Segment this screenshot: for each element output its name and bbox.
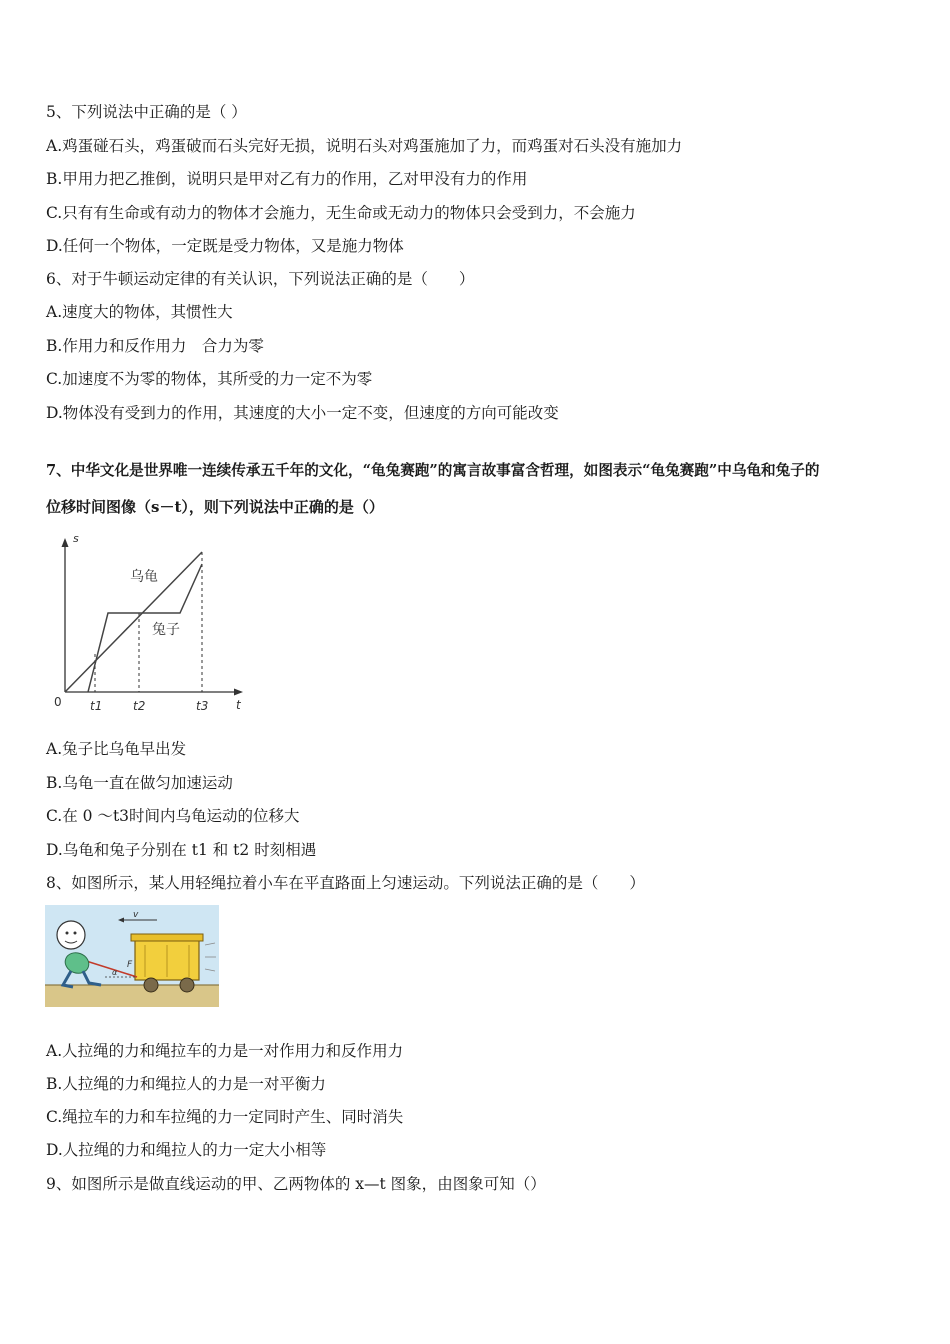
q5-option-a: A.鸡蛋碰石头，鸡蛋破而石头完好无损，说明石头对鸡蛋施加了力，而鸡蛋对石头没有施加力 [46,137,683,155]
q7-option-b: B.乌龟一直在做匀加速运动 [46,774,233,792]
q5-stem: 5、下列说法中正确的是（ ） [46,103,247,121]
q5-option-d: D.任何一个物体，一定既是受力物体，又是施力物体 [46,237,404,255]
q8-option-d: D.人拉绳的力和绳拉人的力一定大小相等 [46,1141,327,1159]
q6-option-d: D.物体没有受到力的作用，其速度的大小一定不变，但速度的方向可能改变 [46,404,559,422]
x-axis-arrow [234,689,243,696]
q8-option-a: A.人拉绳的力和绳拉车的力是一对作用力和反作用力 [46,1042,404,1060]
angle-label: α [112,968,118,977]
q8-cart-figure [45,905,219,1007]
q6-option-b: B.作用力和反作用力 合力为零 [46,337,264,355]
q8-option-c: C.绳拉车的力和车拉绳的力一定同时产生、同时消失 [46,1108,404,1126]
x-axis-label: t [236,698,241,712]
q6-option-a: A.速度大的物体，其惯性大 [46,303,233,321]
force-label: F [127,960,133,970]
person-eye [74,932,77,935]
cart-wheel [144,978,158,992]
q7-option-a: A.兔子比乌龟早出发 [46,740,187,758]
tick-t3: t3 [196,699,209,713]
person-eye [66,932,69,935]
person-head [57,921,85,949]
q7-stem-line1: 7、中华文化是世界唯一连续传承五千年的文化，“龟兔赛跑”的寓言故事富含哲理，如图表示“龟兔赛跑”中乌龟和兔子的 [46,462,820,479]
velocity-label: v [133,910,139,920]
q5-option-c: C.只有有生命或有动力的物体才会施力，无生命或无动力的物体只会受到力，不会施力 [46,204,636,222]
q7-option-d: D.乌龟和兔子分别在 t1 和 t2 时刻相遇 [46,841,317,859]
q7-st-graph [44,528,254,720]
cart-wheel [180,978,194,992]
origin-label: 0 [54,695,62,709]
tick-t2: t2 [133,699,146,713]
q5-option-b: B.甲用力把乙推倒，说明只是甲对乙有力的作用，乙对甲没有力的作用 [46,170,528,188]
y-axis-arrow [62,538,69,547]
tortoise-label: 乌龟 [130,569,158,585]
tick-t1: t1 [90,699,103,713]
q7-option-c: C.在 0 ～t3时间内乌龟运动的位移大 [46,807,300,825]
rabbit-label: 兔子 [152,622,180,638]
y-axis-label: s [73,532,79,545]
q8-stem: 8、如图所示，某人用轻绳拉着小车在平直路面上匀速运动。下列说法正确的是（ ） [46,874,645,892]
cart-rim [131,934,203,941]
q6-option-c: C.加速度不为零的物体，其所受的力一定不为零 [46,370,373,388]
q9-stem: 9、如图所示是做直线运动的甲、乙两物体的 x—t 图象，由图象可知（） [46,1175,546,1193]
q8-option-b: B.人拉绳的力和绳拉人的力是一对平衡力 [46,1075,326,1093]
q6-stem: 6、对于牛顿运动定律的有关认识，下列说法正确的是（ ） [46,270,475,288]
q7-stem-line2: 位移时间图像（s－t），则下列说法中正确的是（） [46,498,384,516]
